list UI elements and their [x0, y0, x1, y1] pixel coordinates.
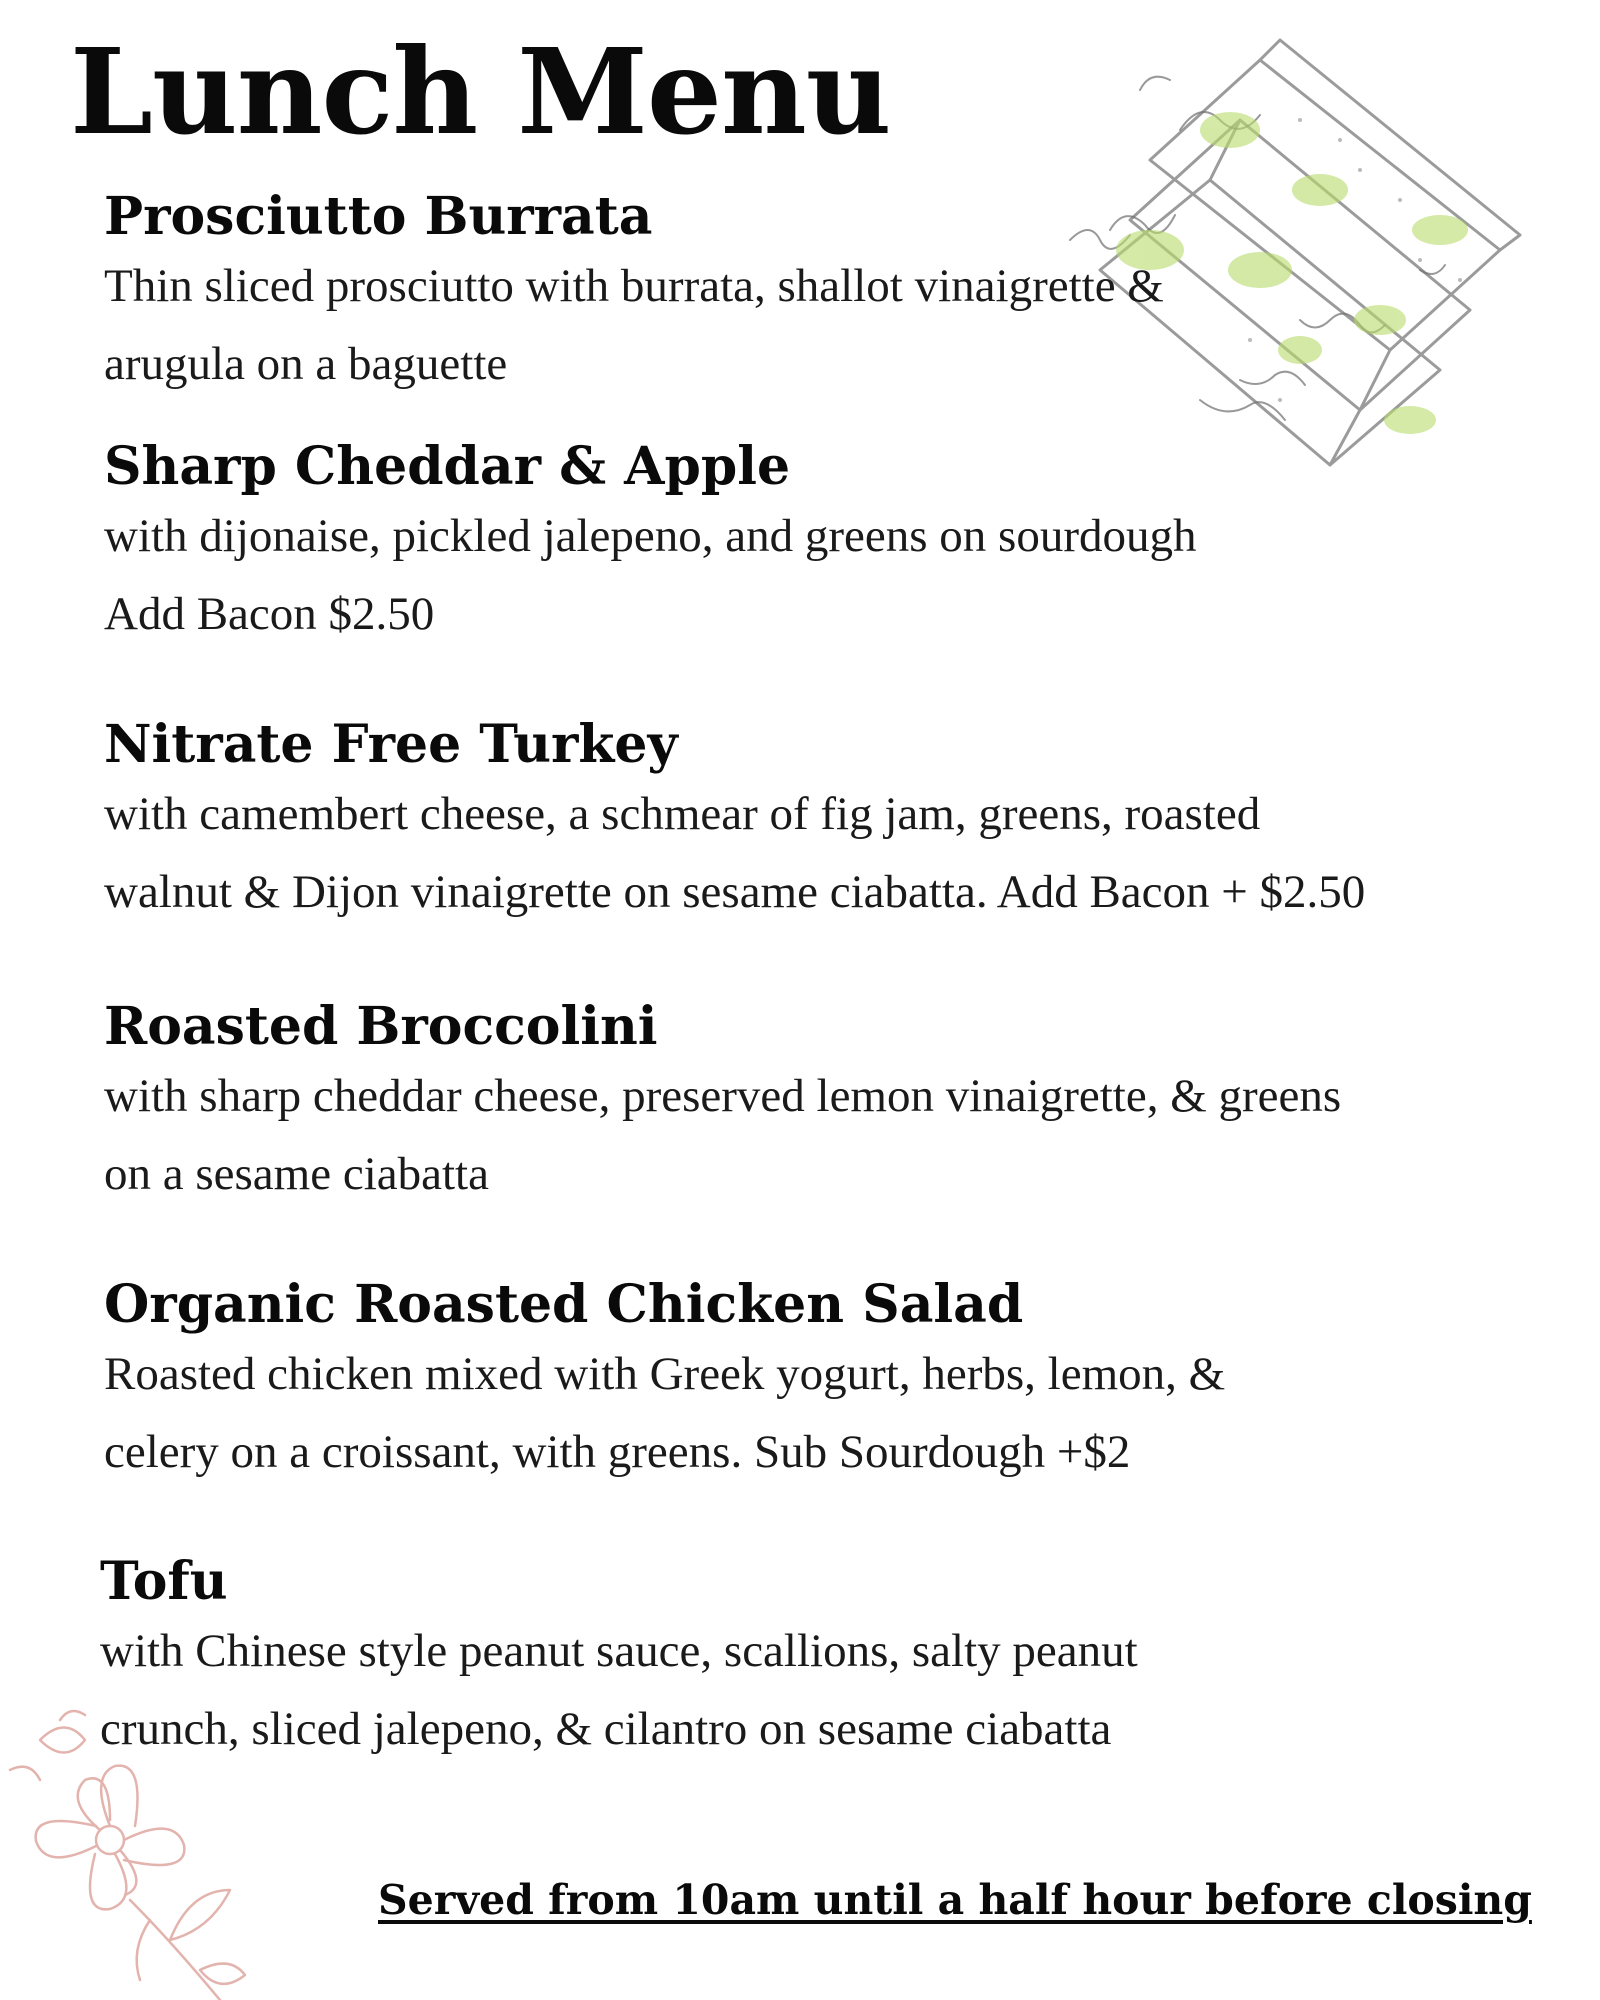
item-description [104, 1057, 1564, 1213]
description-line: on a sesame ciabatta [104, 1148, 489, 1200]
item-description [100, 1612, 1560, 1768]
page-title: Lunch Menu [70, 22, 891, 161]
description-line: arugula on a baguette [104, 338, 508, 390]
item-name: Organic Roasted Chicken Salad [104, 1274, 1024, 1335]
menu-item-organic-roasted-chicken-salad [104, 1275, 1564, 1491]
description-line: with Chinese style peanut sauce, scallions, salty peanut [100, 1625, 1138, 1677]
menu-item-sharp-cheddar-apple [104, 437, 1564, 653]
description-line: Roasted chicken mixed with Greek yogurt, herbs, lemon, & [104, 1348, 1226, 1400]
item-description [104, 247, 1564, 403]
menu-item-tofu [100, 1552, 1560, 1768]
item-name: Prosciutto Burrata [104, 186, 653, 247]
item-name: Tofu [100, 1551, 228, 1612]
description-line: Add Bacon $2.50 [104, 588, 435, 640]
menu-item-prosciutto-burrata [104, 187, 1564, 403]
description-line: with sharp cheddar cheese, preserved lemon vinaigrette, & greens [104, 1070, 1342, 1122]
item-name: Roasted Broccolini [104, 996, 658, 1057]
menu-item-nitrate-free-turkey [104, 715, 1564, 931]
description-line: with dijonaise, pickled jalepeno, and greens on sourdough [104, 510, 1197, 562]
description-line: crunch, sliced jalepeno, & cilantro on sesame ciabatta [100, 1703, 1112, 1755]
item-name: Nitrate Free Turkey [104, 714, 678, 775]
description-line: celery on a croissant, with greens. Sub Sourdough +$2 [104, 1426, 1131, 1478]
item-name: Sharp Cheddar & Apple [104, 436, 791, 497]
description-line: with camembert cheese, a schmear of fig jam, greens, roasted [104, 788, 1261, 840]
serving-hours-note: Served from 10am until a half hour before closing [378, 1876, 1532, 1924]
item-description [104, 497, 1564, 653]
item-description [104, 1335, 1564, 1491]
description-line: walnut & Dijon vinaigrette on sesame ciabatta. Add Bacon + $2.50 [104, 866, 1366, 918]
description-line: Thin sliced prosciutto with burrata, shallot vinaigrette & [104, 260, 1164, 312]
menu-item-roasted-broccolini [104, 997, 1564, 1213]
item-description [104, 775, 1564, 931]
